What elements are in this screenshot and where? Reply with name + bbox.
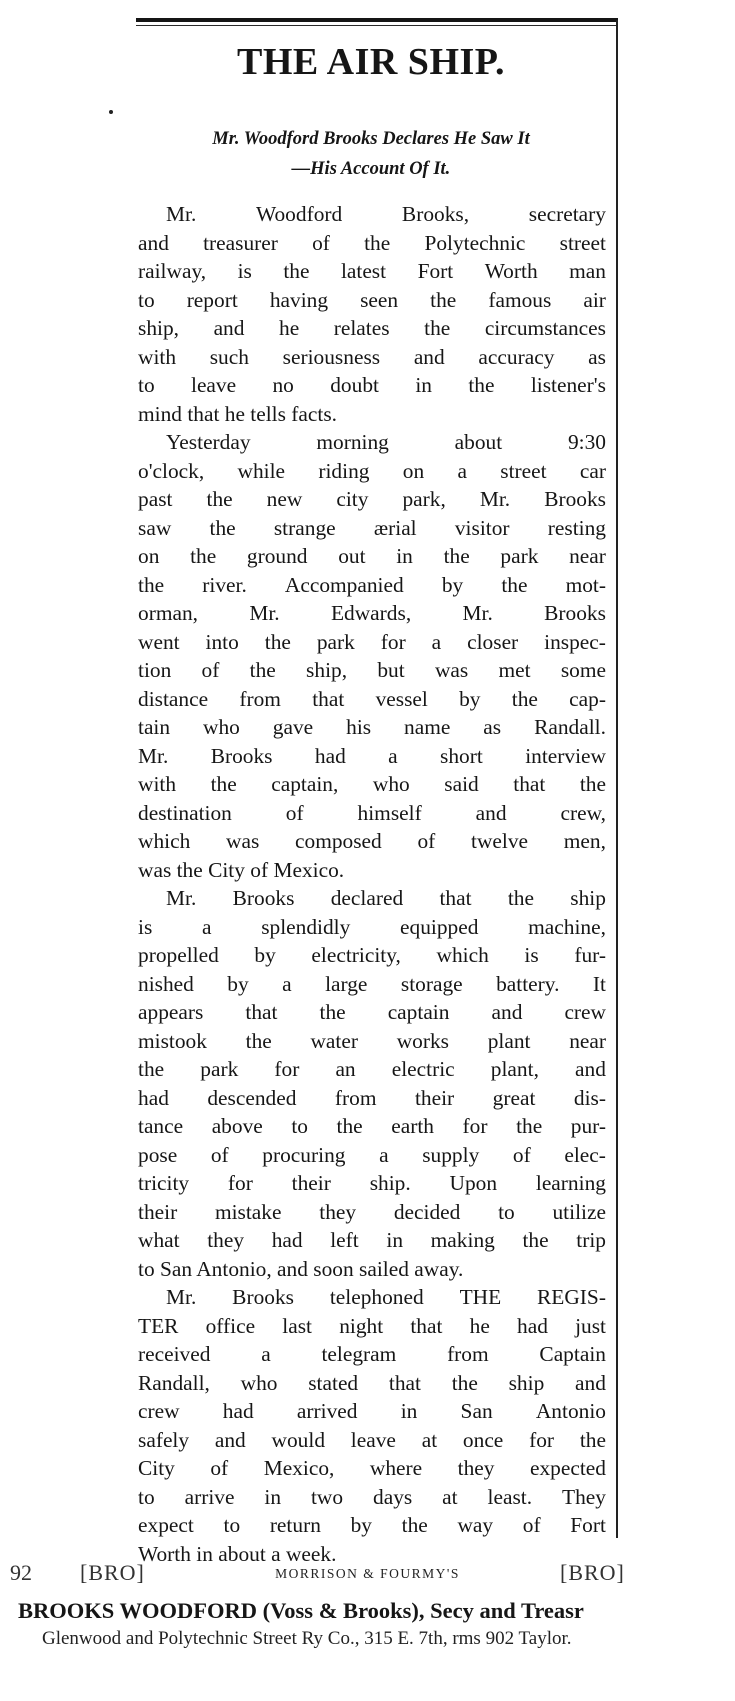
article-line: pose of procuring a supply of elec-	[138, 1142, 606, 1167]
city-directory-strip	[0, 1560, 735, 1680]
newspaper-clipping	[128, 14, 618, 1566]
article-line: what they had left in making the trip	[138, 1228, 606, 1252]
article-line: on the ground out in the park near	[138, 544, 606, 568]
article-line: and treasurer of the Polytechnic street	[138, 230, 606, 255]
article-line: o'clock, while riding on a street car	[138, 458, 606, 483]
article-line: to report having seen the famous air	[138, 287, 606, 312]
article-line: mind that he tells facts.	[138, 401, 338, 426]
article-line: railway, is the latest Fort Worth man	[138, 259, 606, 283]
directory-page-number: 92	[10, 1560, 32, 1585]
article-line: received a telegram from Captain	[138, 1342, 606, 1366]
article-line: mistook the water works plant near	[138, 1028, 606, 1053]
directory-publisher: MORRISON & FOURMY'S	[275, 1566, 460, 1581]
article-line: expect to return by the way of Fort	[138, 1513, 606, 1537]
article-line: TER office last night that he had just	[138, 1313, 606, 1338]
article-line: the river. Accompanied by the mot-	[138, 572, 606, 597]
subheadline-line-2: —His Account Of It.	[291, 159, 451, 179]
article-line: appears that the captain and crew	[138, 1000, 606, 1024]
article-line: is a splendidly equipped machine,	[138, 914, 606, 939]
directory-entry-address: Glenwood and Polytechnic Street Ry Co., 315 E. 7th, rms 902 Taylor.	[42, 1628, 572, 1649]
column-top-rule-thin	[136, 25, 618, 26]
article-line: tion of the ship, but was met some	[138, 658, 606, 682]
article-line: ship, and he relates the circumstances	[138, 316, 606, 340]
subheadline-line-1: Mr. Woodford Brooks Declares He Saw It	[212, 129, 530, 149]
article-line: Randall, who stated that the ship and	[138, 1370, 606, 1395]
article-line: nished by a large storage battery. It	[138, 971, 606, 996]
article-line: tain who gave his name as Randall.	[138, 715, 606, 739]
article-line: past the new city park, Mr. Brooks	[138, 487, 606, 511]
directory-entry-detail: (Voss & Brooks), Secy and Treasr	[257, 1598, 584, 1623]
article-line: distance from that vessel by the cap-	[138, 686, 606, 711]
article-line: which was composed of twelve men,	[138, 829, 606, 853]
directory-left-guide-word: [BRO]	[80, 1560, 145, 1585]
directory-entry-name: BROOKS WOODFORD	[18, 1598, 257, 1623]
article-line: Yesterday morning about 9:30	[166, 430, 606, 454]
article-line: the park for an electric plant, and	[138, 1057, 606, 1081]
article-line: Worth in about a week.	[138, 1541, 337, 1566]
article-line: saw the strange ærial visitor resting	[138, 515, 606, 540]
headline: THE AIR SHIP.	[236, 41, 506, 83]
article-line: to San Antonio, and soon sailed away.	[138, 1256, 464, 1281]
ink-speck	[109, 110, 113, 114]
article-line: orman, Mr. Edwards, Mr. Brooks	[138, 601, 606, 625]
article-body	[138, 200, 606, 1568]
article-line: Mr. Brooks declared that the ship	[166, 886, 606, 910]
article-line: with the captain, who said that the	[138, 772, 606, 796]
article-line: tance above to the earth for the pur-	[138, 1114, 606, 1138]
article-line: Mr. Brooks had a short interview	[138, 743, 606, 768]
article-line: to leave no doubt in the listener's	[138, 373, 606, 397]
article-line: their mistake they decided to utilize	[138, 1199, 606, 1224]
article-line: destination of himself and crew,	[138, 800, 606, 825]
subheadline	[128, 124, 614, 184]
column-right-rule	[616, 20, 618, 1538]
article-line: went into the park for a closer inspec-	[138, 629, 606, 654]
article-line: City of Mexico, where they expected	[138, 1456, 606, 1480]
column-top-rule	[136, 18, 618, 22]
article-line: to arrive in two days at least. They	[138, 1484, 606, 1509]
article-line: with such seriousness and accuracy as	[138, 344, 606, 369]
directory-right-guide-word: [BRO]	[560, 1560, 625, 1585]
directory-entry	[18, 1598, 584, 1624]
article-line: tricity for their ship. Upon learning	[138, 1171, 606, 1195]
article-line: had descended from their great dis-	[138, 1085, 606, 1110]
article-line: was the City of Mexico.	[138, 857, 345, 882]
article-line: Mr. Woodford Brooks, secretary	[166, 202, 606, 226]
article-line: safely and would leave at once for the	[138, 1427, 606, 1452]
article-line: propelled by electricity, which is fur-	[138, 943, 606, 967]
article-line: crew had arrived in San Antonio	[138, 1399, 606, 1423]
article-line: Mr. Brooks telephoned THE REGIS-	[166, 1285, 606, 1309]
